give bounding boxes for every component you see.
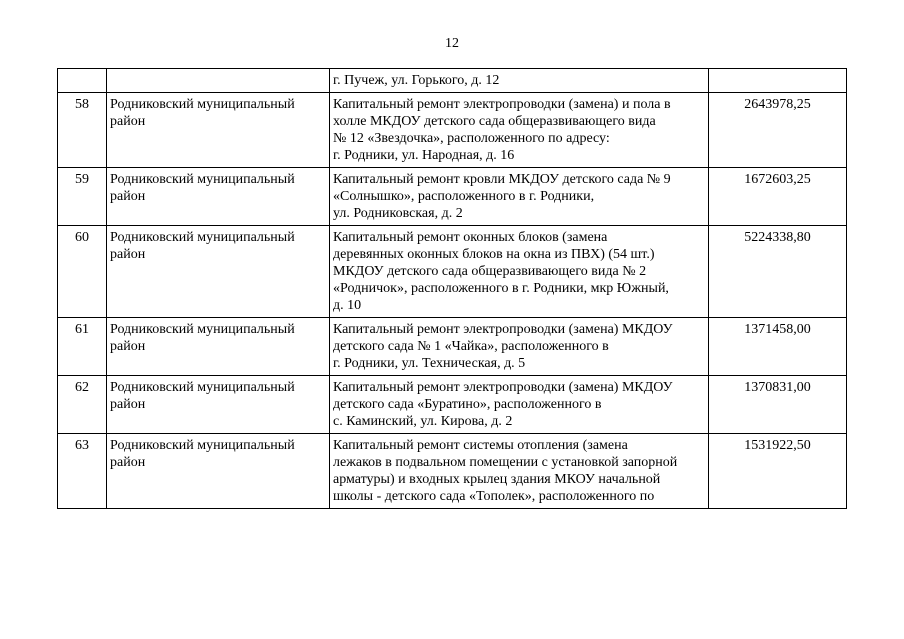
description-line: г. Пучеж, ул. Горького, д. 12 bbox=[333, 73, 500, 88]
row-number: 58 bbox=[58, 93, 107, 168]
description-line: с. Каминский, ул. Кирова, д. 2 bbox=[333, 414, 513, 429]
table-row bbox=[58, 434, 847, 509]
description-line: Капитальный ремонт кровли МКДОУ детского сада № 9 bbox=[333, 172, 671, 187]
description-line: деревянных оконных блоков на окна из ПВХ) (54 шт.) bbox=[333, 247, 655, 262]
description-line: г. Родники, ул. Народная, д. 16 bbox=[333, 148, 515, 163]
district-line: район bbox=[110, 114, 146, 129]
district-line: район bbox=[110, 189, 146, 204]
row-number: 60 bbox=[58, 226, 107, 318]
table-row bbox=[58, 69, 847, 93]
amount-cell: 1672603,25 bbox=[709, 168, 847, 226]
district-line: Родниковский муниципальный bbox=[110, 230, 295, 245]
district-line: Родниковский муниципальный bbox=[110, 380, 295, 395]
row-number bbox=[58, 69, 107, 93]
district-line: Родниковский муниципальный bbox=[110, 438, 295, 453]
table-row bbox=[58, 93, 847, 168]
description-line: детского сада № 1 «Чайка», расположенного в bbox=[333, 339, 609, 354]
description-line: г. Родники, ул. Техническая, д. 5 bbox=[333, 356, 526, 371]
district-cell bbox=[107, 434, 330, 509]
description-line: Капитальный ремонт оконных блоков (замена bbox=[333, 230, 608, 245]
district-cell bbox=[107, 168, 330, 226]
table-row bbox=[58, 318, 847, 376]
district-line: Родниковский муниципальный bbox=[110, 172, 295, 187]
table-row bbox=[58, 376, 847, 434]
district-line: район bbox=[110, 455, 146, 470]
description-line: школы - детского сада «Тополек», расположенного по bbox=[333, 489, 655, 504]
description-line: «Солнышко», расположенного в г. Родники, bbox=[333, 189, 595, 204]
district-line: район bbox=[110, 339, 146, 354]
district-cell bbox=[107, 226, 330, 318]
description-line: Капитальный ремонт электропроводки (замена) МКДОУ bbox=[333, 380, 673, 395]
description-cell bbox=[330, 434, 709, 509]
description-cell bbox=[330, 93, 709, 168]
description-line: арматуры) и входных крылец здания МКОУ начальной bbox=[333, 472, 661, 487]
description-line: Капитальный ремонт электропроводки (замена) и пола в bbox=[333, 97, 671, 112]
district-line: Родниковский муниципальный bbox=[110, 97, 295, 112]
row-number: 61 bbox=[58, 318, 107, 376]
row-number: 59 bbox=[58, 168, 107, 226]
row-number: 63 bbox=[58, 434, 107, 509]
district-line: Родниковский муниципальный bbox=[110, 322, 295, 337]
description-line: лежаков в подвальном помещении с установкой запорной bbox=[333, 455, 678, 470]
page-number: 12 bbox=[445, 36, 459, 51]
district-cell bbox=[107, 69, 330, 93]
description-line: ул. Родниковская, д. 2 bbox=[333, 206, 463, 221]
amount-cell: 5224338,80 bbox=[709, 226, 847, 318]
description-cell bbox=[330, 376, 709, 434]
amount-cell: 1531922,50 bbox=[709, 434, 847, 509]
object-registry-table bbox=[57, 68, 847, 509]
district-line: район bbox=[110, 397, 146, 412]
description-line: № 12 «Звездочка», расположенного по адресу: bbox=[333, 131, 610, 146]
table-body bbox=[58, 69, 847, 509]
amount-cell: 1371458,00 bbox=[709, 318, 847, 376]
description-line: МКДОУ детского сада общеразвивающего вида № 2 bbox=[333, 264, 647, 279]
description-line: Капитальный ремонт системы отопления (замена bbox=[333, 438, 628, 453]
description-cell bbox=[330, 318, 709, 376]
description-cell bbox=[330, 168, 709, 226]
description-line: Капитальный ремонт электропроводки (замена) МКДОУ bbox=[333, 322, 673, 337]
district-cell bbox=[107, 376, 330, 434]
description-cell bbox=[330, 69, 709, 93]
amount-cell: 1370831,00 bbox=[709, 376, 847, 434]
table-row bbox=[58, 226, 847, 318]
description-line: «Родничок», расположенного в г. Родники, мкр Южный, bbox=[333, 281, 669, 296]
district-cell bbox=[107, 318, 330, 376]
description-line: д. 10 bbox=[333, 298, 362, 313]
district-cell bbox=[107, 93, 330, 168]
row-number: 62 bbox=[58, 376, 107, 434]
amount-cell: 2643978,25 bbox=[709, 93, 847, 168]
table-row bbox=[58, 168, 847, 226]
amount-cell bbox=[709, 69, 847, 93]
description-cell bbox=[330, 226, 709, 318]
description-line: холле МКДОУ детского сада общеразвивающего вида bbox=[333, 114, 656, 129]
district-line: район bbox=[110, 247, 146, 262]
description-line: детского сада «Буратино», расположенного в bbox=[333, 397, 602, 412]
